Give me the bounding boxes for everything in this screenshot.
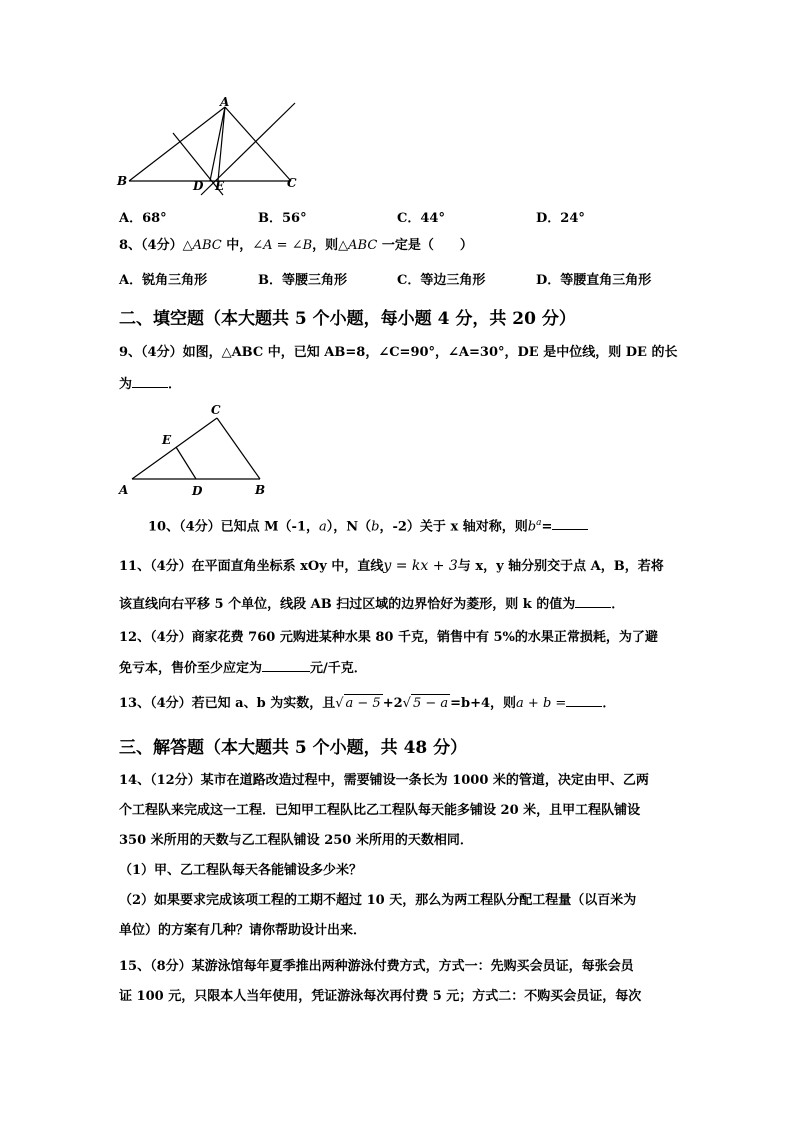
q12-line-1: 12、（4分）商家花费 760 元购进某种水果 80 千克，销售中有 5%的水果正常损耗，为了避 bbox=[119, 630, 658, 645]
label-e: E bbox=[162, 433, 172, 447]
q14-part-2-line-1: （2）如果要求完成该项工程的工期不超过 10 天，那么为两工程队分配工程量（以百米为 bbox=[119, 893, 637, 908]
q15-line-2: 证 100 元，只限本人当年使用，凭证游泳每次再付费 5 元；方式二：不购买会员证，每次 bbox=[119, 989, 642, 1004]
segment-cb bbox=[217, 418, 260, 479]
q7-option-b[interactable]: B．56° bbox=[258, 211, 307, 226]
q14-part-2-line-2: 单位）的方案有几种？请你帮助设计出来． bbox=[119, 923, 367, 938]
q7-option-c[interactable]: C．44° bbox=[397, 211, 445, 226]
q8-option-b[interactable]: B．等腰三角形 bbox=[258, 273, 347, 288]
q10-answer-blank[interactable] bbox=[552, 515, 588, 530]
segment-ac bbox=[132, 418, 217, 479]
q12-answer-blank[interactable] bbox=[262, 657, 310, 672]
q8-option-d[interactable]: D．等腰直角三角形 bbox=[536, 273, 652, 288]
q8-option-a[interactable]: A．锐角三角形 bbox=[119, 273, 208, 288]
segment-ad bbox=[210, 107, 225, 181]
q8-option-c[interactable]: C．等边三角形 bbox=[397, 273, 486, 288]
q9-line-1: 9、（4分）如图，△ABC 中，已知 AB=8，∠C=90°，∠A=30°，DE 是中位线，则 DE 的长 bbox=[119, 345, 678, 360]
q8-stem: 8、（4分）△ABC 中，∠A = ∠B，则△ABC 一定是（ ） bbox=[119, 238, 473, 253]
figure-triangle-abc-2 bbox=[112, 400, 277, 500]
segment-ae bbox=[218, 107, 225, 181]
label-a: A bbox=[119, 483, 129, 497]
q13-radical-2: 5 − a bbox=[412, 696, 449, 711]
section-fill-in-heading: 二、填空题（本大题共 5 个小题，每小题 4 分，共 20 分） bbox=[119, 309, 576, 329]
q14-line-2: 个工程队来完成这一工程．已知甲工程队比乙工程队每天能多铺设 20 米，且甲工程队铺设 bbox=[119, 803, 641, 818]
q11-answer-blank[interactable] bbox=[575, 593, 611, 608]
label-c: C bbox=[287, 176, 297, 190]
midline-de bbox=[176, 447, 196, 479]
label-d: D bbox=[193, 179, 204, 193]
q9-answer-blank[interactable] bbox=[132, 373, 168, 388]
label-a: A bbox=[220, 95, 230, 109]
q7-option-d[interactable]: D．24° bbox=[536, 211, 585, 226]
q11-line-1: 11、（4分）在平面直角坐标系 xOy 中，直线y = kx + 3与 x，y 轴分别交于点 A，B，若将 bbox=[119, 558, 664, 574]
q14-line-3: 350 米所用的天数与乙工程队铺设 250 米所用的天数相同． bbox=[119, 833, 473, 848]
q9-line-2: 为 ． bbox=[119, 373, 181, 394]
label-b: B bbox=[117, 174, 128, 188]
q12-line-2: 免亏本，售价至少应定为 元/千克． bbox=[119, 657, 367, 678]
section-solution-heading: 三、解答题（本大题共 5 个小题，共 48 分） bbox=[119, 738, 468, 758]
segment-ab bbox=[129, 107, 225, 181]
segment-ac bbox=[225, 107, 291, 181]
q14-part-1: （1）甲、乙工程队每天各能铺设多少米？ bbox=[119, 863, 363, 878]
label-c: C bbox=[211, 403, 221, 417]
q10-stem: 10、（4分）已知点 M（-1，a），N（b，-2）关于 x 轴对称，则$b^a=$ bbox=[148, 514, 588, 536]
q13-answer-blank[interactable] bbox=[566, 692, 602, 707]
q11-line-2: 该直线向右平移 5 个单位，线段 AB 扫过区域的边界恰好为菱形，则 k 的值为 ． bbox=[119, 593, 624, 614]
q7-option-a[interactable]: A．68° bbox=[119, 211, 167, 226]
q13-radical-1: a − 5 bbox=[345, 696, 381, 711]
label-e: E bbox=[215, 179, 225, 193]
label-b: B bbox=[255, 483, 266, 497]
q13-stem: 13、（4分）若已知 a、b 为实数，且√ a − 5 +2√ 5 − a =b+4，则a + b = ． bbox=[119, 692, 615, 713]
figure-triangle-abc-1 bbox=[115, 95, 305, 200]
label-d: D bbox=[192, 484, 203, 498]
q15-line-1: 15、（8分）某游泳馆每年夏季推出两种游泳付费方式，方式一：先购买会员证，每张会员 bbox=[119, 959, 634, 974]
q14-line-1: 14、（12分）某市在道路改造过程中，需要铺设一条长为 1000 米的管道，决定由甲、乙两 bbox=[119, 773, 649, 788]
